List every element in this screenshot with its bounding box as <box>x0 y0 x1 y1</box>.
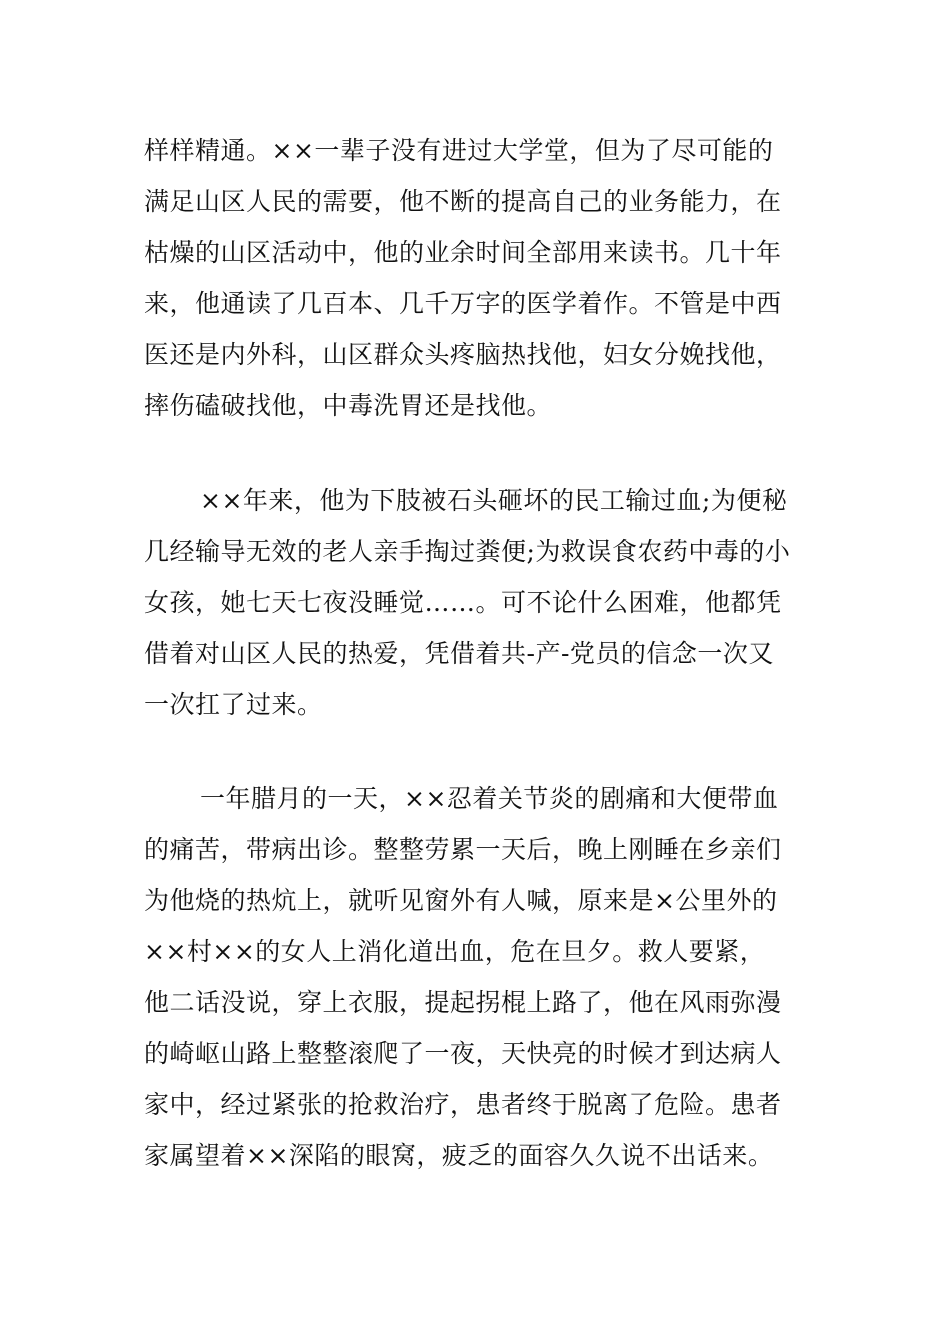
paragraph-3 <box>144 773 808 1181</box>
text-line: 女孩，她七天七夜没睡觉……。可不论什么困难，他都凭 <box>144 588 782 617</box>
text-line: 摔伤磕破找他，中毒洗胃还是找他。 <box>144 391 553 420</box>
paragraph-2 <box>144 475 808 730</box>
text-line: 的痛苦，带病出诊。整整劳累一天后，晚上刚睡在乡亲们 <box>144 835 782 864</box>
paragraph-1 <box>144 125 808 431</box>
text-line: 医还是内外科，山区群众头疼脑热找他，妇女分娩找他， <box>144 340 782 369</box>
text-line: 借着对山区人民的热爱，凭借着共-产-党员的信念一次又 <box>144 639 774 668</box>
text-line: 满足山区人民的需要，他不断的提高自己的业务能力，在 <box>144 187 782 216</box>
text-line: 样样精通。××一辈子没有进过大学堂，但为了尽可能的 <box>144 136 774 165</box>
text-line: 他二话没说，穿上衣服，提起拐棍上路了，他在风雨弥漫 <box>144 988 782 1017</box>
text-line: ××村××的女人上消化道出血，危在旦夕。救人要紧， <box>144 937 766 966</box>
text-line: ××年来，他为下肢被石头砸坏的民工输过血;为便秘 <box>200 486 788 515</box>
text-line: 为他烧的热炕上，就听见窗外有人喊，原来是×公里外的 <box>144 886 778 915</box>
text-line: 来，他通读了几百本、几千万字的医学着作。不管是中西 <box>144 289 782 318</box>
text-line: 的崎岖山路上整整滚爬了一夜，天快亮的时候才到达病人 <box>144 1039 782 1068</box>
text-line: 几经输导无效的老人亲手掏过粪便;为救误食农药中毒的小 <box>144 537 791 566</box>
text-line: 家中，经过紧张的抢救治疗，患者终于脱离了危险。患者 <box>144 1090 782 1119</box>
text-line: 家属望着××深陷的眼窝，疲乏的面容久久说不出话来。 <box>144 1141 774 1170</box>
text-line: 一年腊月的一天，××忍着关节炎的剧痛和大便带血 <box>200 784 779 813</box>
text-line: 枯燥的山区活动中，他的业余时间全部用来读书。几十年 <box>144 238 782 267</box>
text-line: 一次扛了过来。 <box>144 690 323 719</box>
